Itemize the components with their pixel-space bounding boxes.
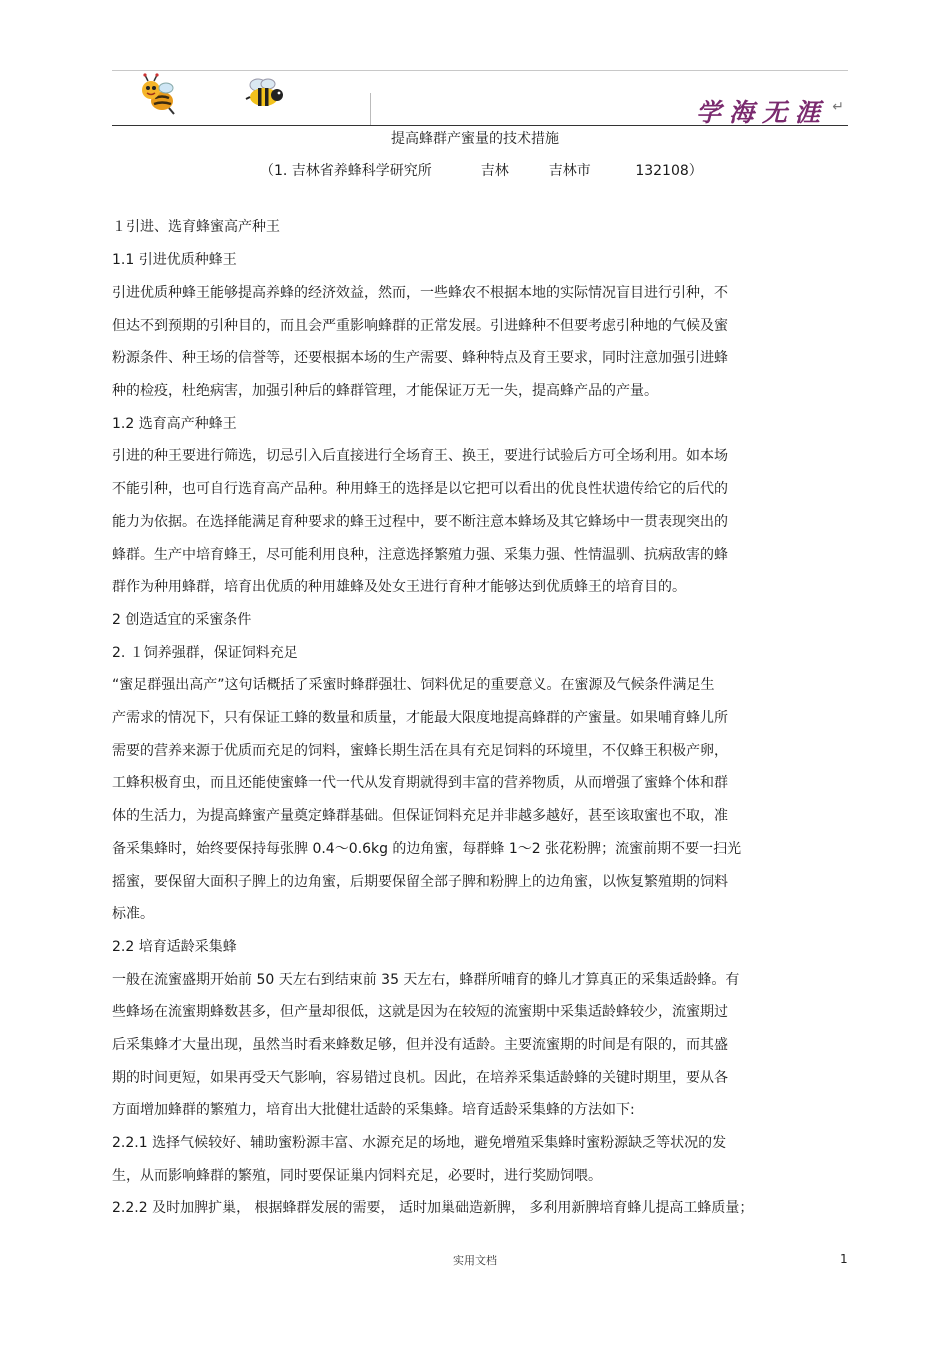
body-line: 2.2.2 及时加脾扩巢， 根据蜂群发展的需要， 适时加巢础造新脾， 多利用新脾培育蜂儿提高工蜂质量；	[112, 1200, 754, 1216]
body-line: 能力为依据。在选择能满足育种要求的蜂王过程中，要不断注意本蜂场及其它蜂场中一贯表现突出的	[112, 514, 728, 530]
doc-title: 提高蜂群产蜜量的技术措施	[391, 131, 559, 147]
subsection-heading: 2. １饲养强群，保证饲料充足	[112, 645, 298, 661]
body-line: “蜜足群强出高产”这句话概括了采蜜时蜂群强壮、饲料优足的重要意义。在蜜源及气候条件满足生	[112, 677, 715, 693]
subsection-heading: 1.1 引进优质种蜂王	[112, 252, 237, 268]
page-number: 1	[840, 1252, 848, 1266]
section-heading: 2 创造适宜的采蜜条件	[112, 612, 252, 628]
bee-cartoon-icon	[136, 73, 180, 117]
header-divider	[370, 93, 371, 125]
subsection-heading: 2.2 培育适龄采集蜂	[112, 939, 237, 955]
body-line: 些蜂场在流蜜期蜂数甚多，但产量却很低，这就是因为在较短的流蜜期中采集适龄蜂较少，流蜜期过	[112, 1004, 728, 1020]
body-line: 备采集蜂时，始终要保持每张脾 0.4～0.6kg 的边角蜜，每群蜂 1～2 张花粉脾；流蜜前期不要一扫光	[112, 841, 742, 857]
header-motto: 学海无涯	[695, 98, 828, 127]
body-line: 生，从而影响蜂群的繁殖，同时要保证巢内饲料充足，必要时，进行奖励饲喂。	[112, 1168, 602, 1184]
body-line: 但达不到预期的引种目的，而且会严重影响蜂群的正常发展。引进蜂种不但要考虑引种地的气候及蜜	[112, 318, 728, 334]
body-line: 蜂群。生产中培育蜂王，尽可能利用良种，注意选择繁殖力强、采集力强、性情温驯、抗病敌害的蜂	[112, 547, 728, 563]
doc-affiliation: （1. 吉林省养蜂科学研究所 吉林 吉林市 132108）	[260, 163, 703, 179]
subsection-heading: 1.2 选育高产种蜂王	[112, 416, 237, 432]
page-header	[112, 70, 848, 126]
section-heading: １引进、选育蜂蜜高产种王	[112, 219, 280, 235]
bee-icon	[244, 75, 286, 111]
footer-label: 实用文档	[453, 1254, 497, 1267]
body-line: 引进的种王要进行筛选，切忌引入后直接进行全场育王、换王，要进行试验后方可全场利用。如本场	[112, 448, 728, 464]
body-line: 体的生活力，为提高蜂蜜产量奠定蜂群基础。但保证饲料充足并非越多越好，甚至该取蜜也不取，准	[112, 808, 728, 824]
body-line: 群作为种用蜂群，培育出优质的种用雄蜂及处女王进行育种才能够达到优质蜂王的培育目的。	[112, 579, 686, 595]
body-line: 2.2.1 选择气候较好、辅助蜜粉源丰富、水源充足的场地，避免增殖采集蜂时蜜粉源缺乏等状况的发	[112, 1135, 727, 1151]
body-line: 种的检疫，杜绝病害，加强引种后的蜂群管理，才能保证万无一失，提高蜂产品的产量。	[112, 383, 658, 399]
body-line: 一般在流蜜盛期开始前 50 天左右到结束前 35 天左右，蜂群所哺育的蜂儿才算真正的采集适龄蜂。有	[112, 972, 740, 988]
body-line: 方面增加蜂群的繁殖力，培育出大批健壮适龄的采集蜂。培育适龄采集蜂的方法如下:	[112, 1102, 635, 1118]
body-line: 期的时间更短，如果再受天气影响，容易错过良机。因此，在培养采集适龄蜂的关键时期里，要从各	[112, 1070, 728, 1086]
body-line: 不能引种，也可自行选育高产品种。种用蜂王的选择是以它把可以看出的优良性状遗传给它的后代的	[112, 481, 728, 497]
body-line: 需要的营养来源于优质而充足的饲料，蜜蜂长期生活在具有充足饲料的环境里，不仅蜂王积极产卵，	[112, 743, 728, 759]
body-line: 工蜂积极育虫，而且还能使蜜蜂一代一代从发育期就得到丰富的营养物质，从而增强了蜜蜂个体和群	[112, 775, 728, 791]
body-line: 引进优质种蜂王能够提高养蜂的经济效益，然而，一些蜂农不根据本地的实际情况盲目进行引种，不	[112, 285, 728, 301]
body-line: 粉源条件、种王场的信誉等，还要根据本场的生产需要、蜂种特点及育王要求，同时注意加强引进蜂	[112, 350, 728, 366]
body-line: 摇蜜，要保留大面积子脾上的边角蜜，后期要保留全部子脾和粉脾上的边角蜜，以恢复繁殖期的饲料	[112, 874, 728, 890]
body-line: 后采集蜂才大量出现，虽然当时看来蜂数足够，但并没有适龄。主要流蜜期的时间是有限的，而其盛	[112, 1037, 728, 1053]
return-mark: ↵	[832, 99, 844, 115]
body-line: 标准。	[112, 906, 154, 922]
body-line: 产需求的情况下，只有保证工蜂的数量和质量，才能最大限度地提高蜂群的产蜜量。如果哺育蜂儿所	[112, 710, 728, 726]
